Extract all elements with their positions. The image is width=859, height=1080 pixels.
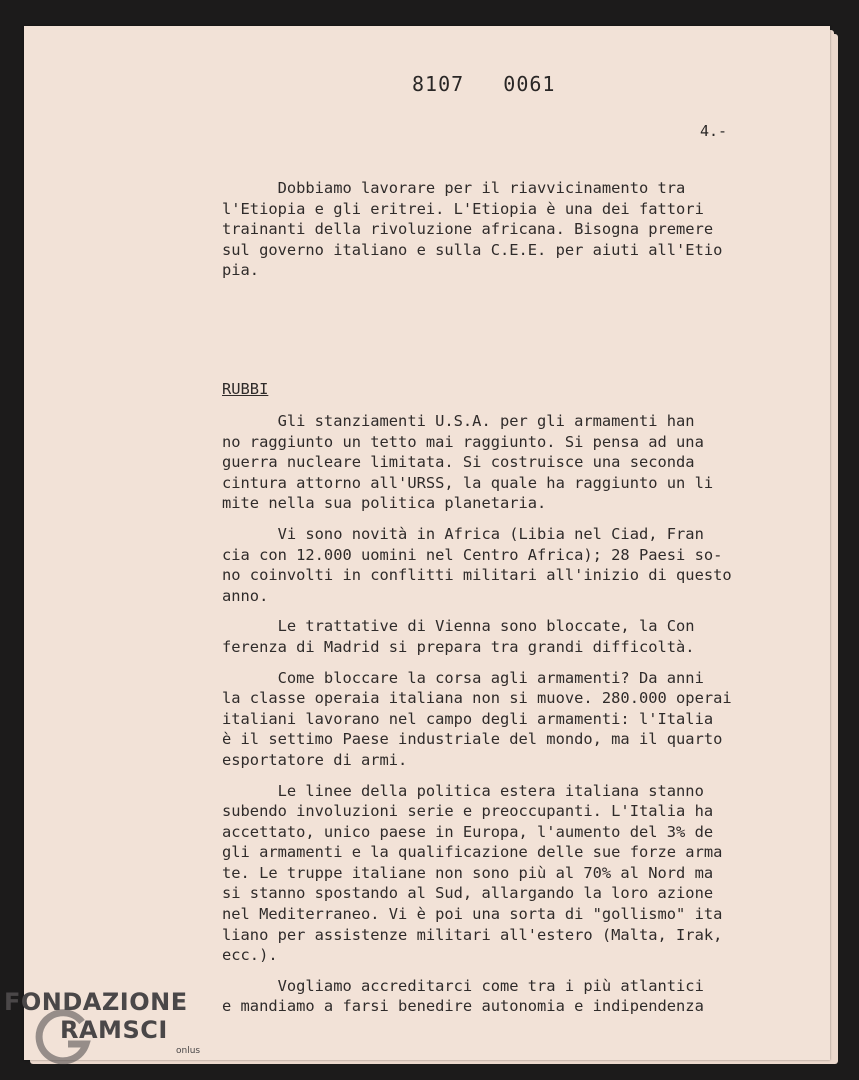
text-line: accettato, unico paese in Europa, l'aumento del 3% de: [222, 822, 714, 841]
text-line: Dobbiamo lavorare per il riavvicinamento tra: [222, 179, 686, 197]
paragraph-ethiopia: [222, 178, 782, 281]
paragraph-gap: [222, 514, 782, 524]
watermark-line1: FONDAZIONE: [4, 988, 188, 1016]
text-line: e mandiamo a farsi benedire autonomia e indipendenza: [222, 997, 704, 1016]
text-line: Le linee della politica estera italiana stanno: [222, 781, 704, 800]
text-line: nel Mediterraneo. Vi è poi una sorta di "gollismo" ita: [222, 905, 723, 924]
text-line: Vi sono novità in Africa (Libia nel Ciad, Fran: [222, 524, 704, 543]
paragraph-gap: [222, 966, 782, 976]
fondazione-gramsci-watermark: [4, 988, 214, 1074]
text-line: Come bloccare la corsa agli armamenti? Da anni: [222, 668, 704, 687]
text-line: ecc.).: [222, 946, 278, 965]
text-line: no raggiunto un tetto mai raggiunto. Si pensa ad una: [222, 432, 704, 451]
paragraph-gap: [222, 658, 782, 668]
text-line: trainanti della rivoluzione africana. Bisogna premere: [222, 220, 714, 239]
text-line: subendo involuzioni serie e preoccupanti. L'Italia ha: [222, 802, 714, 821]
paragraph-gap: [222, 771, 782, 781]
text-line: no coinvolti in conflitti militari all'inizio di questo: [222, 566, 732, 585]
document-page: [24, 26, 830, 1060]
text-line: cintura attorno all'URSS, la quale ha raggiunto un li: [222, 473, 714, 492]
text-line: liano per assistenze militari all'estero (Malta, Irak,: [222, 925, 723, 944]
speaker-body: [222, 411, 782, 1017]
document-number: 8107 0061: [412, 72, 556, 96]
text-line: la classe operaia italiana non si muove. 280.000 operai: [222, 689, 732, 708]
text-line: te. Le truppe italiane non sono più al 70% al Nord ma: [222, 863, 714, 882]
watermark-suffix: onlus: [176, 1046, 201, 1056]
text-line: cia con 12.000 uomini nel Centro Africa); 28 Paesi so-: [222, 545, 723, 564]
text-line: Le trattative di Vienna sono bloccate, la Con: [222, 617, 695, 636]
text-line: mite nella sua politica planetaria.: [222, 494, 547, 513]
text-line: sul governo italiano e sulla C.E.E. per aiuti all'Etio: [222, 240, 723, 259]
text-line: Gli stanziamenti U.S.A. per gli armamenti han: [222, 412, 695, 430]
page-number: 4.-: [700, 122, 728, 140]
text-line: ferenza di Madrid si prepara tra grandi difficoltà.: [222, 637, 695, 656]
text-line: italiani lavorano nel campo degli armamenti: l'Italia: [222, 709, 714, 728]
text-line: anno.: [222, 586, 269, 605]
text-line: si stanno spostando al Sud, allargando la loro azione: [222, 884, 714, 903]
watermark-line2: RAMSCI: [60, 1016, 168, 1044]
text-line: Vogliamo accreditarci come tra i più atlantici: [222, 976, 704, 995]
text-line: gli armamenti e la qualificazione delle sue forze arma: [222, 843, 723, 862]
speaker-heading: RUBBI: [222, 380, 269, 398]
text-line: è il settimo Paese industriale del mondo, ma il quarto: [222, 730, 723, 749]
paragraph-gap: [222, 606, 782, 616]
text-line: esportatore di armi.: [222, 750, 408, 769]
text-line: l'Etiopia e gli eritrei. L'Etiopia è una dei fattori: [222, 199, 704, 218]
text-line: pia.: [222, 261, 260, 280]
text-line: guerra nucleare limitata. Si costruisce una seconda: [222, 453, 695, 472]
